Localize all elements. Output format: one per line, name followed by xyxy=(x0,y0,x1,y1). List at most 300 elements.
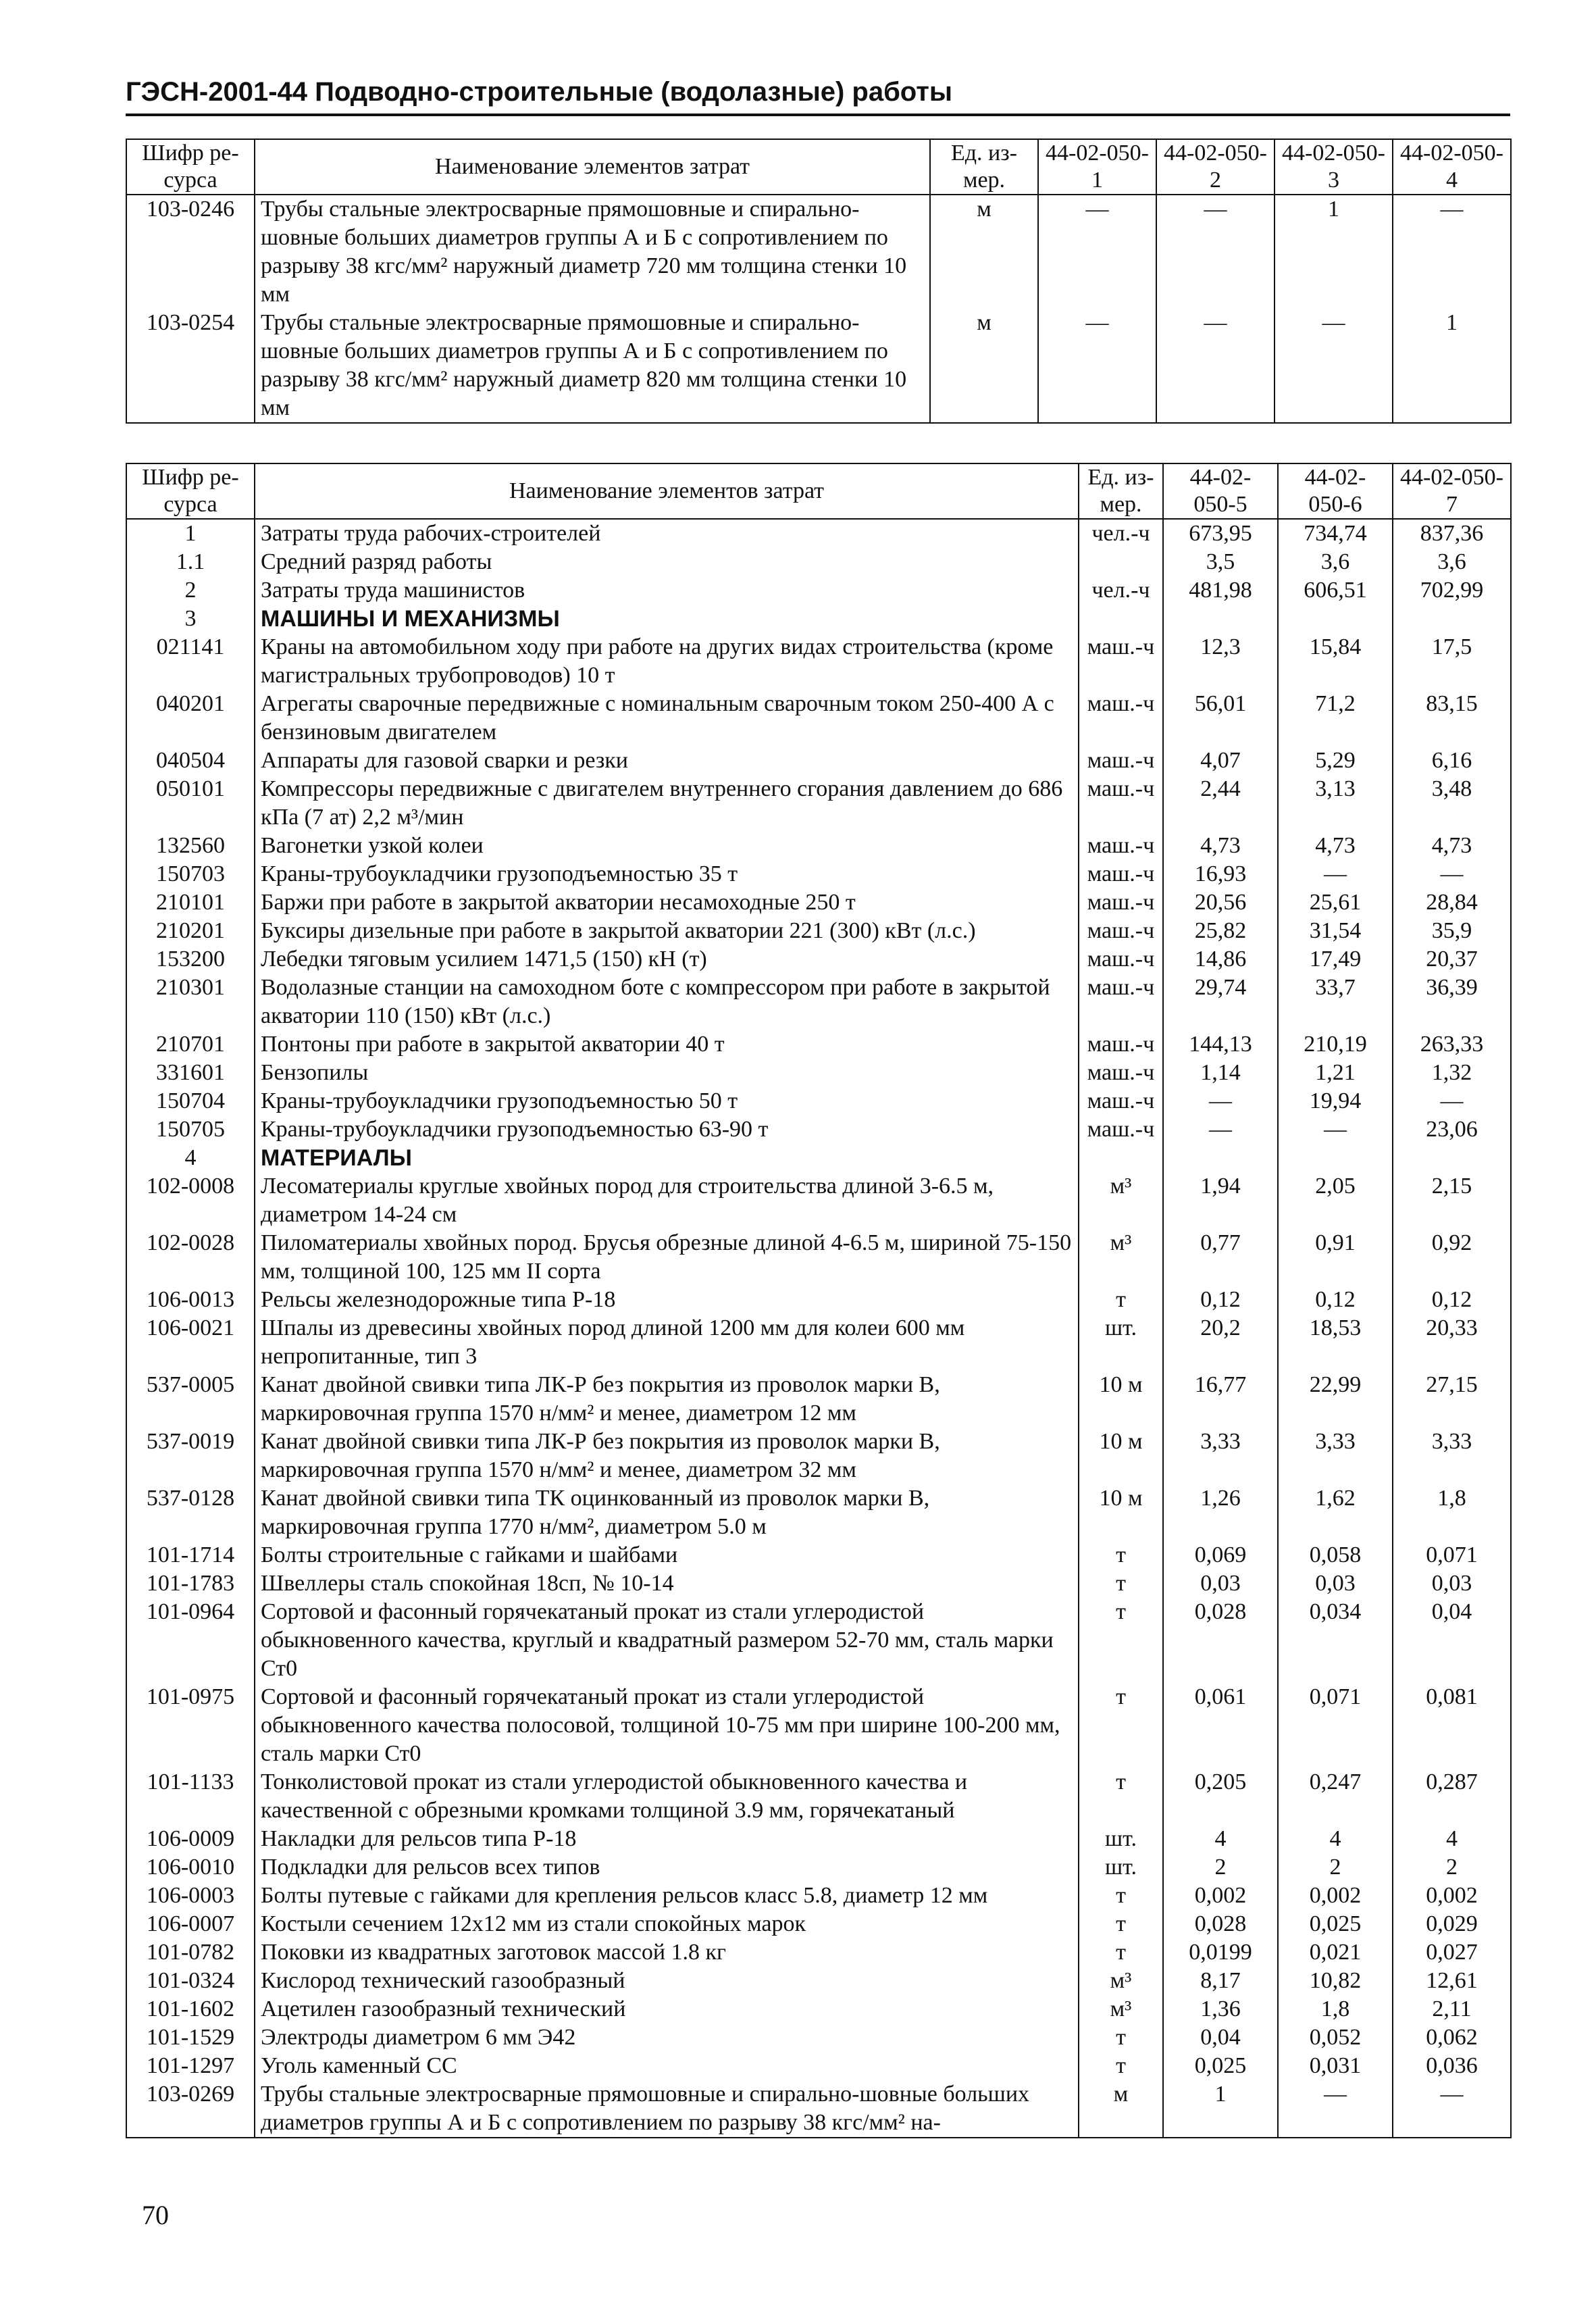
value-cell: 0,036 xyxy=(1393,2052,1511,2080)
value-cell: 2,11 xyxy=(1393,1995,1511,2023)
resource-name-cell: Тонколистовой прокат из стали углеродистой обыкновенного качества и качественной с обрезными кромками толщиной 3.9 мм, горячекатаный xyxy=(255,1768,1079,1825)
value-cell: 25,61 xyxy=(1278,888,1393,917)
value-cell: 4 xyxy=(1163,1825,1278,1853)
value-cell: 4,73 xyxy=(1393,832,1511,860)
section-row xyxy=(126,1144,1511,1172)
resource-name-cell: Ацетилен газообразный технический xyxy=(255,1995,1079,2023)
value-cell: 5,29 xyxy=(1278,747,1393,775)
resource-code-cell: 101-1133 xyxy=(126,1768,255,1825)
table-row xyxy=(126,1910,1511,1938)
value-cell: 4,73 xyxy=(1278,832,1393,860)
resource-name-cell: Трубы стальные электросварные прямошовные и спирально-шовные больших диаметров группы А и Б с сопротивлением по разрыву 38 кгс/мм² наружный диаметр 820 мм толщина стенки 10 мм xyxy=(255,309,930,423)
value-cell: 210,19 xyxy=(1278,1030,1393,1059)
resource-name-cell: Лесоматериалы круглые хвойных пород для строительства длиной 3-6.5 м, диаметром 14-24 см xyxy=(255,1172,1079,1229)
value-cell: 1,8 xyxy=(1278,1995,1393,2023)
value-cell: 0,021 xyxy=(1278,1938,1393,1967)
resource-code-cell: 153200 xyxy=(126,945,255,974)
table-row xyxy=(126,1683,1511,1768)
value-cell: 22,99 xyxy=(1278,1371,1393,1428)
column-header: 44-02-050-3 xyxy=(1275,139,1393,195)
value-cell: 0,071 xyxy=(1278,1683,1393,1768)
resource-name-cell: Баржи при работе в закрытой акватории несамоходные 250 т xyxy=(255,888,1079,917)
unit-cell: маш.-ч xyxy=(1079,747,1163,775)
resource-name-cell: Средний разряд работы xyxy=(255,548,1079,576)
column-header: 44-02-050-2 xyxy=(1156,139,1275,195)
value-cell: 144,13 xyxy=(1163,1030,1278,1059)
unit-cell: маш.-ч xyxy=(1079,974,1163,1030)
value-cell: 0,028 xyxy=(1163,1910,1278,1938)
resource-name-cell: Канат двойной свивки типа ЛК-Р без покрытия из проволок марки В, маркировочная группа 1570 н/мм² и менее, диаметром 12 мм xyxy=(255,1371,1079,1428)
value-cell: — xyxy=(1156,309,1275,423)
value-cell: — xyxy=(1393,195,1511,309)
value-cell: 702,99 xyxy=(1393,576,1511,605)
unit-cell xyxy=(1079,605,1163,633)
value-cell: 1 xyxy=(1163,2080,1278,2138)
resource-name-cell: Затраты труда машинистов xyxy=(255,576,1079,605)
value-cell: 0,77 xyxy=(1163,1229,1278,1286)
column-header: Шифр ре-сурса xyxy=(126,139,255,195)
value-cell: — xyxy=(1038,309,1156,423)
value-cell: 3,33 xyxy=(1393,1428,1511,1484)
column-header: Ед. из-мер. xyxy=(930,139,1038,195)
resource-code-cell: 102-0028 xyxy=(126,1229,255,1286)
resource-code-cell: 106-0021 xyxy=(126,1314,255,1371)
resource-name-cell: МАТЕРИАЛЫ xyxy=(255,1144,1079,1172)
table-row xyxy=(126,747,1511,775)
unit-cell: 10 м xyxy=(1079,1484,1163,1541)
unit-cell: маш.-ч xyxy=(1079,1059,1163,1087)
unit-cell: маш.-ч xyxy=(1079,633,1163,690)
value-cell: 56,01 xyxy=(1163,690,1278,747)
table-row xyxy=(126,2052,1511,2080)
value-cell: 4 xyxy=(1278,1825,1393,1853)
table-row xyxy=(126,195,1511,309)
unit-cell: т xyxy=(1079,1569,1163,1598)
table-header-row xyxy=(126,139,1511,195)
value-cell: 2 xyxy=(1163,1853,1278,1882)
value-cell: 10,82 xyxy=(1278,1967,1393,1995)
value-cell: 31,54 xyxy=(1278,917,1393,945)
resource-name-cell: Швеллеры сталь спокойная 18сп, № 10-14 xyxy=(255,1569,1079,1598)
value-cell xyxy=(1393,605,1511,633)
value-cell: 1,14 xyxy=(1163,1059,1278,1087)
resource-code-cell: 150703 xyxy=(126,860,255,888)
unit-cell: т xyxy=(1079,1938,1163,1967)
table-row xyxy=(126,1967,1511,1995)
resource-name-cell: Компрессоры передвижные с двигателем внутреннего сгорания давлением до 686 кПа (7 ат) 2,2 м³/мин xyxy=(255,775,1079,832)
value-cell: 0,028 xyxy=(1163,1598,1278,1683)
value-cell: — xyxy=(1038,195,1156,309)
value-cell: — xyxy=(1278,1115,1393,1144)
table-row xyxy=(126,1229,1511,1286)
resource-code-cell: 040504 xyxy=(126,747,255,775)
value-cell: 20,56 xyxy=(1163,888,1278,917)
table-row xyxy=(126,974,1511,1030)
resource-name-cell: Бензопилы xyxy=(255,1059,1079,1087)
resource-name-cell: Костыли сечением 12x12 мм из стали спокойных марок xyxy=(255,1910,1079,1938)
resource-name-cell: Краны на автомобильном ходу при работе на других видах строительства (кроме магистральных трубопроводов) 10 т xyxy=(255,633,1079,690)
unit-cell: маш.-ч xyxy=(1079,1030,1163,1059)
resource-name-cell: Кислород технический газообразный xyxy=(255,1967,1079,1995)
resource-code-cell: 1.1 xyxy=(126,548,255,576)
unit-cell: т xyxy=(1079,1286,1163,1314)
resource-code-cell: 150704 xyxy=(126,1087,255,1115)
resource-name-cell: Краны-трубоукладчики грузоподъемностью 63-90 т xyxy=(255,1115,1079,1144)
unit-cell: 10 м xyxy=(1079,1371,1163,1428)
value-cell: 18,53 xyxy=(1278,1314,1393,1371)
unit-cell: м xyxy=(1079,2080,1163,2138)
value-cell: 1 xyxy=(1393,309,1511,423)
resource-code-cell: 040201 xyxy=(126,690,255,747)
value-cell: 606,51 xyxy=(1278,576,1393,605)
value-cell: 0,12 xyxy=(1163,1286,1278,1314)
resource-code-cell: 106-0010 xyxy=(126,1853,255,1882)
unit-cell: маш.-ч xyxy=(1079,1087,1163,1115)
resource-code-cell: 210701 xyxy=(126,1030,255,1059)
resource-code-cell: 210101 xyxy=(126,888,255,917)
unit-cell: м xyxy=(930,309,1038,423)
table-header-row xyxy=(126,463,1511,519)
value-cell: 0,12 xyxy=(1393,1286,1511,1314)
column-header: 44-02-050-6 xyxy=(1278,463,1393,519)
value-cell: 0,061 xyxy=(1163,1683,1278,1768)
value-cell: 734,74 xyxy=(1278,519,1393,548)
resource-name-cell: Затраты труда рабочих-строителей xyxy=(255,519,1079,548)
resource-code-cell: 103-0254 xyxy=(126,309,255,423)
value-cell: 0,029 xyxy=(1393,1910,1511,1938)
resource-code-cell: 101-1529 xyxy=(126,2023,255,2052)
column-header: 44-02-050-1 xyxy=(1038,139,1156,195)
resource-code-cell: 050101 xyxy=(126,775,255,832)
unit-cell: м³ xyxy=(1079,1229,1163,1286)
value-cell: 17,49 xyxy=(1278,945,1393,974)
value-cell xyxy=(1278,605,1393,633)
resource-code-cell: 103-0269 xyxy=(126,2080,255,2138)
table-row xyxy=(126,519,1511,548)
unit-cell: шт. xyxy=(1079,1314,1163,1371)
value-cell: 28,84 xyxy=(1393,888,1511,917)
value-cell: 0,071 xyxy=(1393,1541,1511,1569)
value-cell: 1,26 xyxy=(1163,1484,1278,1541)
unit-cell: маш.-ч xyxy=(1079,775,1163,832)
value-cell: 15,84 xyxy=(1278,633,1393,690)
value-cell: 2,15 xyxy=(1393,1172,1511,1229)
unit-cell: т xyxy=(1079,1882,1163,1910)
value-cell: 16,77 xyxy=(1163,1371,1278,1428)
table-row xyxy=(126,917,1511,945)
resource-name-cell: Подкладки для рельсов всех типов xyxy=(255,1853,1079,1882)
unit-cell: маш.-ч xyxy=(1079,888,1163,917)
unit-cell: шт. xyxy=(1079,1853,1163,1882)
value-cell: 12,3 xyxy=(1163,633,1278,690)
value-cell: 0,034 xyxy=(1278,1598,1393,1683)
column-header: 44-02-050-4 xyxy=(1393,139,1511,195)
resource-name-cell: Рельсы железнодорожные типа Р-18 xyxy=(255,1286,1079,1314)
resource-code-cell: 106-0009 xyxy=(126,1825,255,1853)
value-cell: 0,247 xyxy=(1278,1768,1393,1825)
table-row xyxy=(126,633,1511,690)
table-row xyxy=(126,2080,1511,2138)
table-row xyxy=(126,1825,1511,1853)
table-row xyxy=(126,1030,1511,1059)
table-row xyxy=(126,1938,1511,1967)
unit-cell xyxy=(1079,548,1163,576)
unit-cell: т xyxy=(1079,1910,1163,1938)
unit-cell: шт. xyxy=(1079,1825,1163,1853)
table-row xyxy=(126,1995,1511,2023)
table-body xyxy=(126,519,1511,2138)
table-row xyxy=(126,1059,1511,1087)
value-cell: — xyxy=(1393,1087,1511,1115)
resource-code-cell: 101-1714 xyxy=(126,1541,255,1569)
value-cell: 1,21 xyxy=(1278,1059,1393,1087)
value-cell: 0,002 xyxy=(1163,1882,1278,1910)
table-row xyxy=(126,1115,1511,1144)
value-cell: 0,052 xyxy=(1278,2023,1393,2052)
value-cell: 2 xyxy=(1393,1853,1511,1882)
value-cell: 1,8 xyxy=(1393,1484,1511,1541)
resource-name-cell: Сортовой и фасонный горячекатаный прокат из стали углеродистой обыкновенного качества полосовой, толщиной 10-75 мм при ширине 100-200 мм, сталь марки Ст0 xyxy=(255,1683,1079,1768)
resource-name-cell: Вагонетки узкой колеи xyxy=(255,832,1079,860)
column-header: 44-02-050-5 xyxy=(1163,463,1278,519)
resource-name-cell: Электроды диаметром 6 мм Э42 xyxy=(255,2023,1079,2052)
value-cell: 0,03 xyxy=(1278,1569,1393,1598)
resource-code-cell: 4 xyxy=(126,1144,255,1172)
unit-cell: маш.-ч xyxy=(1079,1115,1163,1144)
table-row xyxy=(126,309,1511,423)
value-cell: 0,002 xyxy=(1393,1882,1511,1910)
resource-name-cell: Трубы стальные электросварные прямошовные и спирально-шовные больших диаметров группы А и Б с сопротивлением по разрыву 38 кгс/мм² на- xyxy=(255,2080,1079,2138)
value-cell: 35,9 xyxy=(1393,917,1511,945)
unit-cell: маш.-ч xyxy=(1079,860,1163,888)
resource-name-cell: Аппараты для газовой сварки и резки xyxy=(255,747,1079,775)
resource-name-cell: Болты путевые с гайками для крепления рельсов класс 5.8, диаметр 12 мм xyxy=(255,1882,1079,1910)
resource-name-cell: Краны-трубоукладчики грузоподъемностью 50 т xyxy=(255,1087,1079,1115)
value-cell: 29,74 xyxy=(1163,974,1278,1030)
unit-cell: маш.-ч xyxy=(1079,945,1163,974)
value-cell: 2 xyxy=(1278,1853,1393,1882)
unit-cell: т xyxy=(1079,1768,1163,1825)
table-row xyxy=(126,1286,1511,1314)
table-row xyxy=(126,1087,1511,1115)
value-cell: 3,13 xyxy=(1278,775,1393,832)
value-cell: 0,002 xyxy=(1278,1882,1393,1910)
resource-code-cell: 537-0019 xyxy=(126,1428,255,1484)
value-cell: 3,5 xyxy=(1163,548,1278,576)
value-cell: 0,03 xyxy=(1393,1569,1511,1598)
table-row xyxy=(126,2023,1511,2052)
value-cell: — xyxy=(1278,2080,1393,2138)
unit-cell: т xyxy=(1079,1683,1163,1768)
column-header: Наименование элементов затрат xyxy=(255,463,1079,519)
unit-cell: т xyxy=(1079,1598,1163,1683)
resource-code-cell: 106-0013 xyxy=(126,1286,255,1314)
resource-code-cell: 101-0324 xyxy=(126,1967,255,1995)
unit-cell: чел.-ч xyxy=(1079,576,1163,605)
unit-cell: маш.-ч xyxy=(1079,917,1163,945)
table-row xyxy=(126,832,1511,860)
value-cell: 16,93 xyxy=(1163,860,1278,888)
table-row xyxy=(126,548,1511,576)
value-cell: 0,03 xyxy=(1163,1569,1278,1598)
unit-cell: маш.-ч xyxy=(1079,690,1163,747)
value-cell: — xyxy=(1278,860,1393,888)
resource-code-cell: 210201 xyxy=(126,917,255,945)
value-cell: 4,73 xyxy=(1163,832,1278,860)
table-row xyxy=(126,1541,1511,1569)
resource-code-cell: 101-0964 xyxy=(126,1598,255,1683)
resource-name-cell: Водолазные станции на самоходном боте с компрессором при работе в закрытой акватории 110 (150) кВт (л.с.) xyxy=(255,974,1079,1030)
value-cell: 673,95 xyxy=(1163,519,1278,548)
value-cell: 0,92 xyxy=(1393,1229,1511,1286)
value-cell: 3,33 xyxy=(1278,1428,1393,1484)
column-header: 44-02-050-7 xyxy=(1393,463,1511,519)
resource-code-cell: 101-1297 xyxy=(126,2052,255,2080)
value-cell: — xyxy=(1275,309,1393,423)
unit-cell: 10 м xyxy=(1079,1428,1163,1484)
resource-code-cell: 106-0003 xyxy=(126,1882,255,1910)
value-cell: 0,069 xyxy=(1163,1541,1278,1569)
value-cell: 36,39 xyxy=(1393,974,1511,1030)
value-cell xyxy=(1393,1144,1511,1172)
value-cell: 25,82 xyxy=(1163,917,1278,945)
value-cell: 33,7 xyxy=(1278,974,1393,1030)
value-cell: 0,027 xyxy=(1393,1938,1511,1967)
value-cell: 3,6 xyxy=(1278,548,1393,576)
value-cell: — xyxy=(1393,2080,1511,2138)
resource-name-cell: Шпалы из древесины хвойных пород длиной 1200 мм для колеи 600 мм непропитанные, тип 3 xyxy=(255,1314,1079,1371)
value-cell: 1,62 xyxy=(1278,1484,1393,1541)
table-row xyxy=(126,576,1511,605)
value-cell: 1,94 xyxy=(1163,1172,1278,1229)
resource-name-cell: Канат двойной свивки типа ТК оцинкованный из проволок марки В, маркировочная группа 1770 н/мм², диаметром 5.0 м xyxy=(255,1484,1079,1541)
page-title: ГЭСН-2001-44 Подводно-строительные (водолазные) работы xyxy=(126,77,952,107)
resource-code-cell: 1 xyxy=(126,519,255,548)
unit-cell: маш.-ч xyxy=(1079,832,1163,860)
value-cell: 4 xyxy=(1393,1825,1511,1853)
resource-code-cell: 132560 xyxy=(126,832,255,860)
value-cell: 0,12 xyxy=(1278,1286,1393,1314)
value-cell: 20,37 xyxy=(1393,945,1511,974)
value-cell: — xyxy=(1163,1087,1278,1115)
resource-name-cell: Накладки для рельсов типа Р-18 xyxy=(255,1825,1079,1853)
value-cell: — xyxy=(1156,195,1275,309)
resource-code-cell: 537-0128 xyxy=(126,1484,255,1541)
resource-name-cell: Сортовой и фасонный горячекатаный прокат из стали углеродистой обыкновенного качества, круглый и квадратный размером 52-70 мм, сталь марки Ст0 xyxy=(255,1598,1079,1683)
resource-code-cell: 2 xyxy=(126,576,255,605)
value-cell: — xyxy=(1393,860,1511,888)
value-cell: 0,04 xyxy=(1163,2023,1278,2052)
resource-code-cell: 3 xyxy=(126,605,255,633)
value-cell: 1 xyxy=(1275,195,1393,309)
resource-code-cell: 331601 xyxy=(126,1059,255,1087)
column-header: Наименование элементов затрат xyxy=(255,139,930,195)
value-cell: 0,062 xyxy=(1393,2023,1511,2052)
resource-code-cell: 106-0007 xyxy=(126,1910,255,1938)
unit-cell xyxy=(1079,1144,1163,1172)
resource-code-cell: 101-0782 xyxy=(126,1938,255,1967)
value-cell: 2,44 xyxy=(1163,775,1278,832)
value-cell: 12,61 xyxy=(1393,1967,1511,1995)
value-cell: 0,058 xyxy=(1278,1541,1393,1569)
resource-code-cell: 101-1783 xyxy=(126,1569,255,1598)
unit-cell: т xyxy=(1079,2052,1163,2080)
unit-cell: т xyxy=(1079,2023,1163,2052)
value-cell: 263,33 xyxy=(1393,1030,1511,1059)
column-header: Шифр ре-сурса xyxy=(126,463,255,519)
value-cell xyxy=(1278,1144,1393,1172)
resource-code-cell: 103-0246 xyxy=(126,195,255,309)
resource-code-cell: 150705 xyxy=(126,1115,255,1144)
resource-name-cell: Уголь каменный СС xyxy=(255,2052,1079,2080)
table-row xyxy=(126,1172,1511,1229)
table-row xyxy=(126,1314,1511,1371)
resource-code-cell: 101-1602 xyxy=(126,1995,255,2023)
value-cell: 2,05 xyxy=(1278,1172,1393,1229)
unit-cell: м³ xyxy=(1079,1995,1163,2023)
table-row xyxy=(126,860,1511,888)
resource-name-cell: Понтоны при работе в закрытой акватории 40 т xyxy=(255,1030,1079,1059)
value-cell: 481,98 xyxy=(1163,576,1278,605)
table-row xyxy=(126,1371,1511,1428)
table-row xyxy=(126,1853,1511,1882)
value-cell: 837,36 xyxy=(1393,519,1511,548)
value-cell: 14,86 xyxy=(1163,945,1278,974)
table-row xyxy=(126,1598,1511,1683)
table-row xyxy=(126,1428,1511,1484)
table-row xyxy=(126,775,1511,832)
table-body xyxy=(126,195,1511,423)
value-cell: 0,025 xyxy=(1163,2052,1278,2080)
value-cell xyxy=(1163,1144,1278,1172)
table-row xyxy=(126,690,1511,747)
value-cell: 8,17 xyxy=(1163,1967,1278,1995)
resource-code-cell: 102-0008 xyxy=(126,1172,255,1229)
value-cell: 0,081 xyxy=(1393,1683,1511,1768)
resource-code-cell: 101-0975 xyxy=(126,1683,255,1768)
resource-name-cell: Трубы стальные электросварные прямошовные и спирально-шовные больших диаметров группы А и Б с сопротивлением по разрыву 38 кгс/мм² наружный диаметр 720 мм толщина стенки 10 мм xyxy=(255,195,930,309)
unit-cell: чел.-ч xyxy=(1079,519,1163,548)
table-row xyxy=(126,1882,1511,1910)
value-cell: 0,025 xyxy=(1278,1910,1393,1938)
value-cell: 1,36 xyxy=(1163,1995,1278,2023)
resource-code-cell: 537-0005 xyxy=(126,1371,255,1428)
value-cell: 23,06 xyxy=(1393,1115,1511,1144)
resource-name-cell: Болты строительные с гайками и шайбами xyxy=(255,1541,1079,1569)
resource-code-cell: 210301 xyxy=(126,974,255,1030)
resource-name-cell: Агрегаты сварочные передвижные с номинальным сварочным током 250-400 А с бензиновым двигателем xyxy=(255,690,1079,747)
table-row xyxy=(126,1569,1511,1598)
value-cell: 19,94 xyxy=(1278,1087,1393,1115)
resource-name-cell: Краны-трубоукладчики грузоподъемностью 35 т xyxy=(255,860,1079,888)
resource-code-cell: 021141 xyxy=(126,633,255,690)
value-cell: 3,6 xyxy=(1393,548,1511,576)
value-cell: 4,07 xyxy=(1163,747,1278,775)
resource-name-cell: МАШИНЫ И МЕХАНИЗМЫ xyxy=(255,605,1079,633)
resource-table-1 xyxy=(126,139,1512,424)
value-cell: 0,91 xyxy=(1278,1229,1393,1286)
value-cell: 0,0199 xyxy=(1163,1938,1278,1967)
value-cell: 3,33 xyxy=(1163,1428,1278,1484)
unit-cell: м xyxy=(930,195,1038,309)
value-cell: 3,48 xyxy=(1393,775,1511,832)
resource-name-cell: Буксиры дизельные при работе в закрытой акватории 221 (300) кВт (л.с.) xyxy=(255,917,1079,945)
resource-table-2 xyxy=(126,463,1512,2138)
value-cell: 0,287 xyxy=(1393,1768,1511,1825)
unit-cell: т xyxy=(1079,1541,1163,1569)
table-row xyxy=(126,1768,1511,1825)
value-cell: 20,33 xyxy=(1393,1314,1511,1371)
